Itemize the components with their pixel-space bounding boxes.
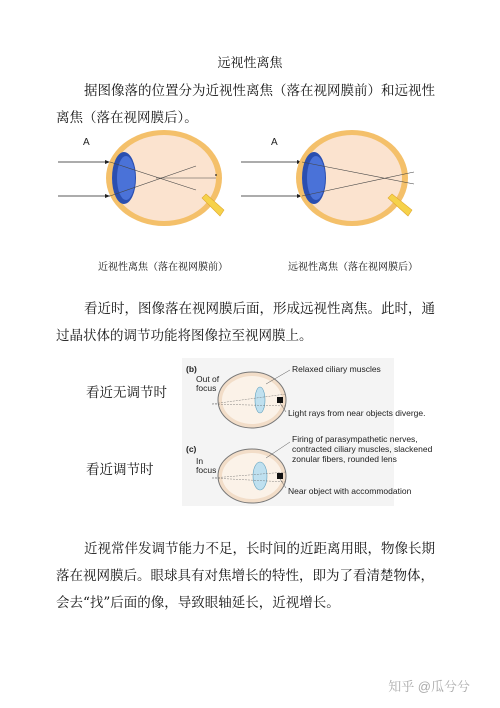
paragraph-2-text: 看近时，图像落在视网膜后面，形成远视性离焦。此时，通过晶状体的调节功能将图像拉至视网膜上。 (56, 301, 435, 344)
myopic-defocus-diagram (58, 130, 224, 226)
panel-c-note-3: zonular fibers, rounded lens (292, 454, 397, 464)
hyperopic-defocus-diagram (215, 130, 414, 226)
paragraph-1-text: 据图像落的位置分为近视性离焦（落在视网膜前）和远视性离焦（落在视网膜后）。 (56, 83, 435, 126)
caption-hyperopic-defocus: 远视性离焦（落在视网膜后） (288, 262, 418, 273)
paragraph-3-text: 近视常伴发调节能力不足，长时间的近距离用眼，物像长期落在视网膜后。眼球具有对焦增长的特性，即为了看清楚物体，会去“找”后面的像，导致眼轴延长，近视增长。 (56, 541, 435, 611)
panel-b-state-2: focus (196, 383, 217, 393)
label-near-with-accommodation: 看近调节时 (86, 462, 154, 478)
label-near-no-accommodation: 看近无调节时 (86, 385, 167, 401)
panel-b-state-1: Out of (196, 374, 220, 384)
paragraph-1 (56, 78, 446, 132)
watermark: 知乎 @瓜兮兮 (388, 679, 470, 694)
panel-c-note-4: Near object with accommodation (288, 486, 412, 496)
page-title: 远视性离焦 (217, 56, 283, 71)
panel-c-note-2: contracted ciliary muscles, slackened (292, 444, 433, 454)
panel-c-state-2: focus (196, 465, 217, 475)
panel-b-note-2: Light rays from near objects diverge. (288, 408, 426, 418)
caption-myopic-defocus: 近视性离焦（落在视网膜前） (98, 262, 228, 273)
paragraph-2 (56, 296, 446, 350)
label-a-right: A (271, 137, 278, 148)
panel-b-note-1: Relaxed ciliary muscles (292, 364, 381, 374)
panel-b-tag: (b) (186, 364, 197, 374)
panel-c-tag: (c) (186, 444, 197, 454)
label-a-left: A (83, 137, 90, 148)
panel-c-note-1: Firing of parasympathetic nerves, (292, 434, 418, 444)
paragraph-3 (56, 536, 446, 617)
accommodation-figure (182, 358, 433, 506)
panel-c-state-1: In (196, 456, 204, 466)
eye-diagrams-top (56, 128, 456, 258)
